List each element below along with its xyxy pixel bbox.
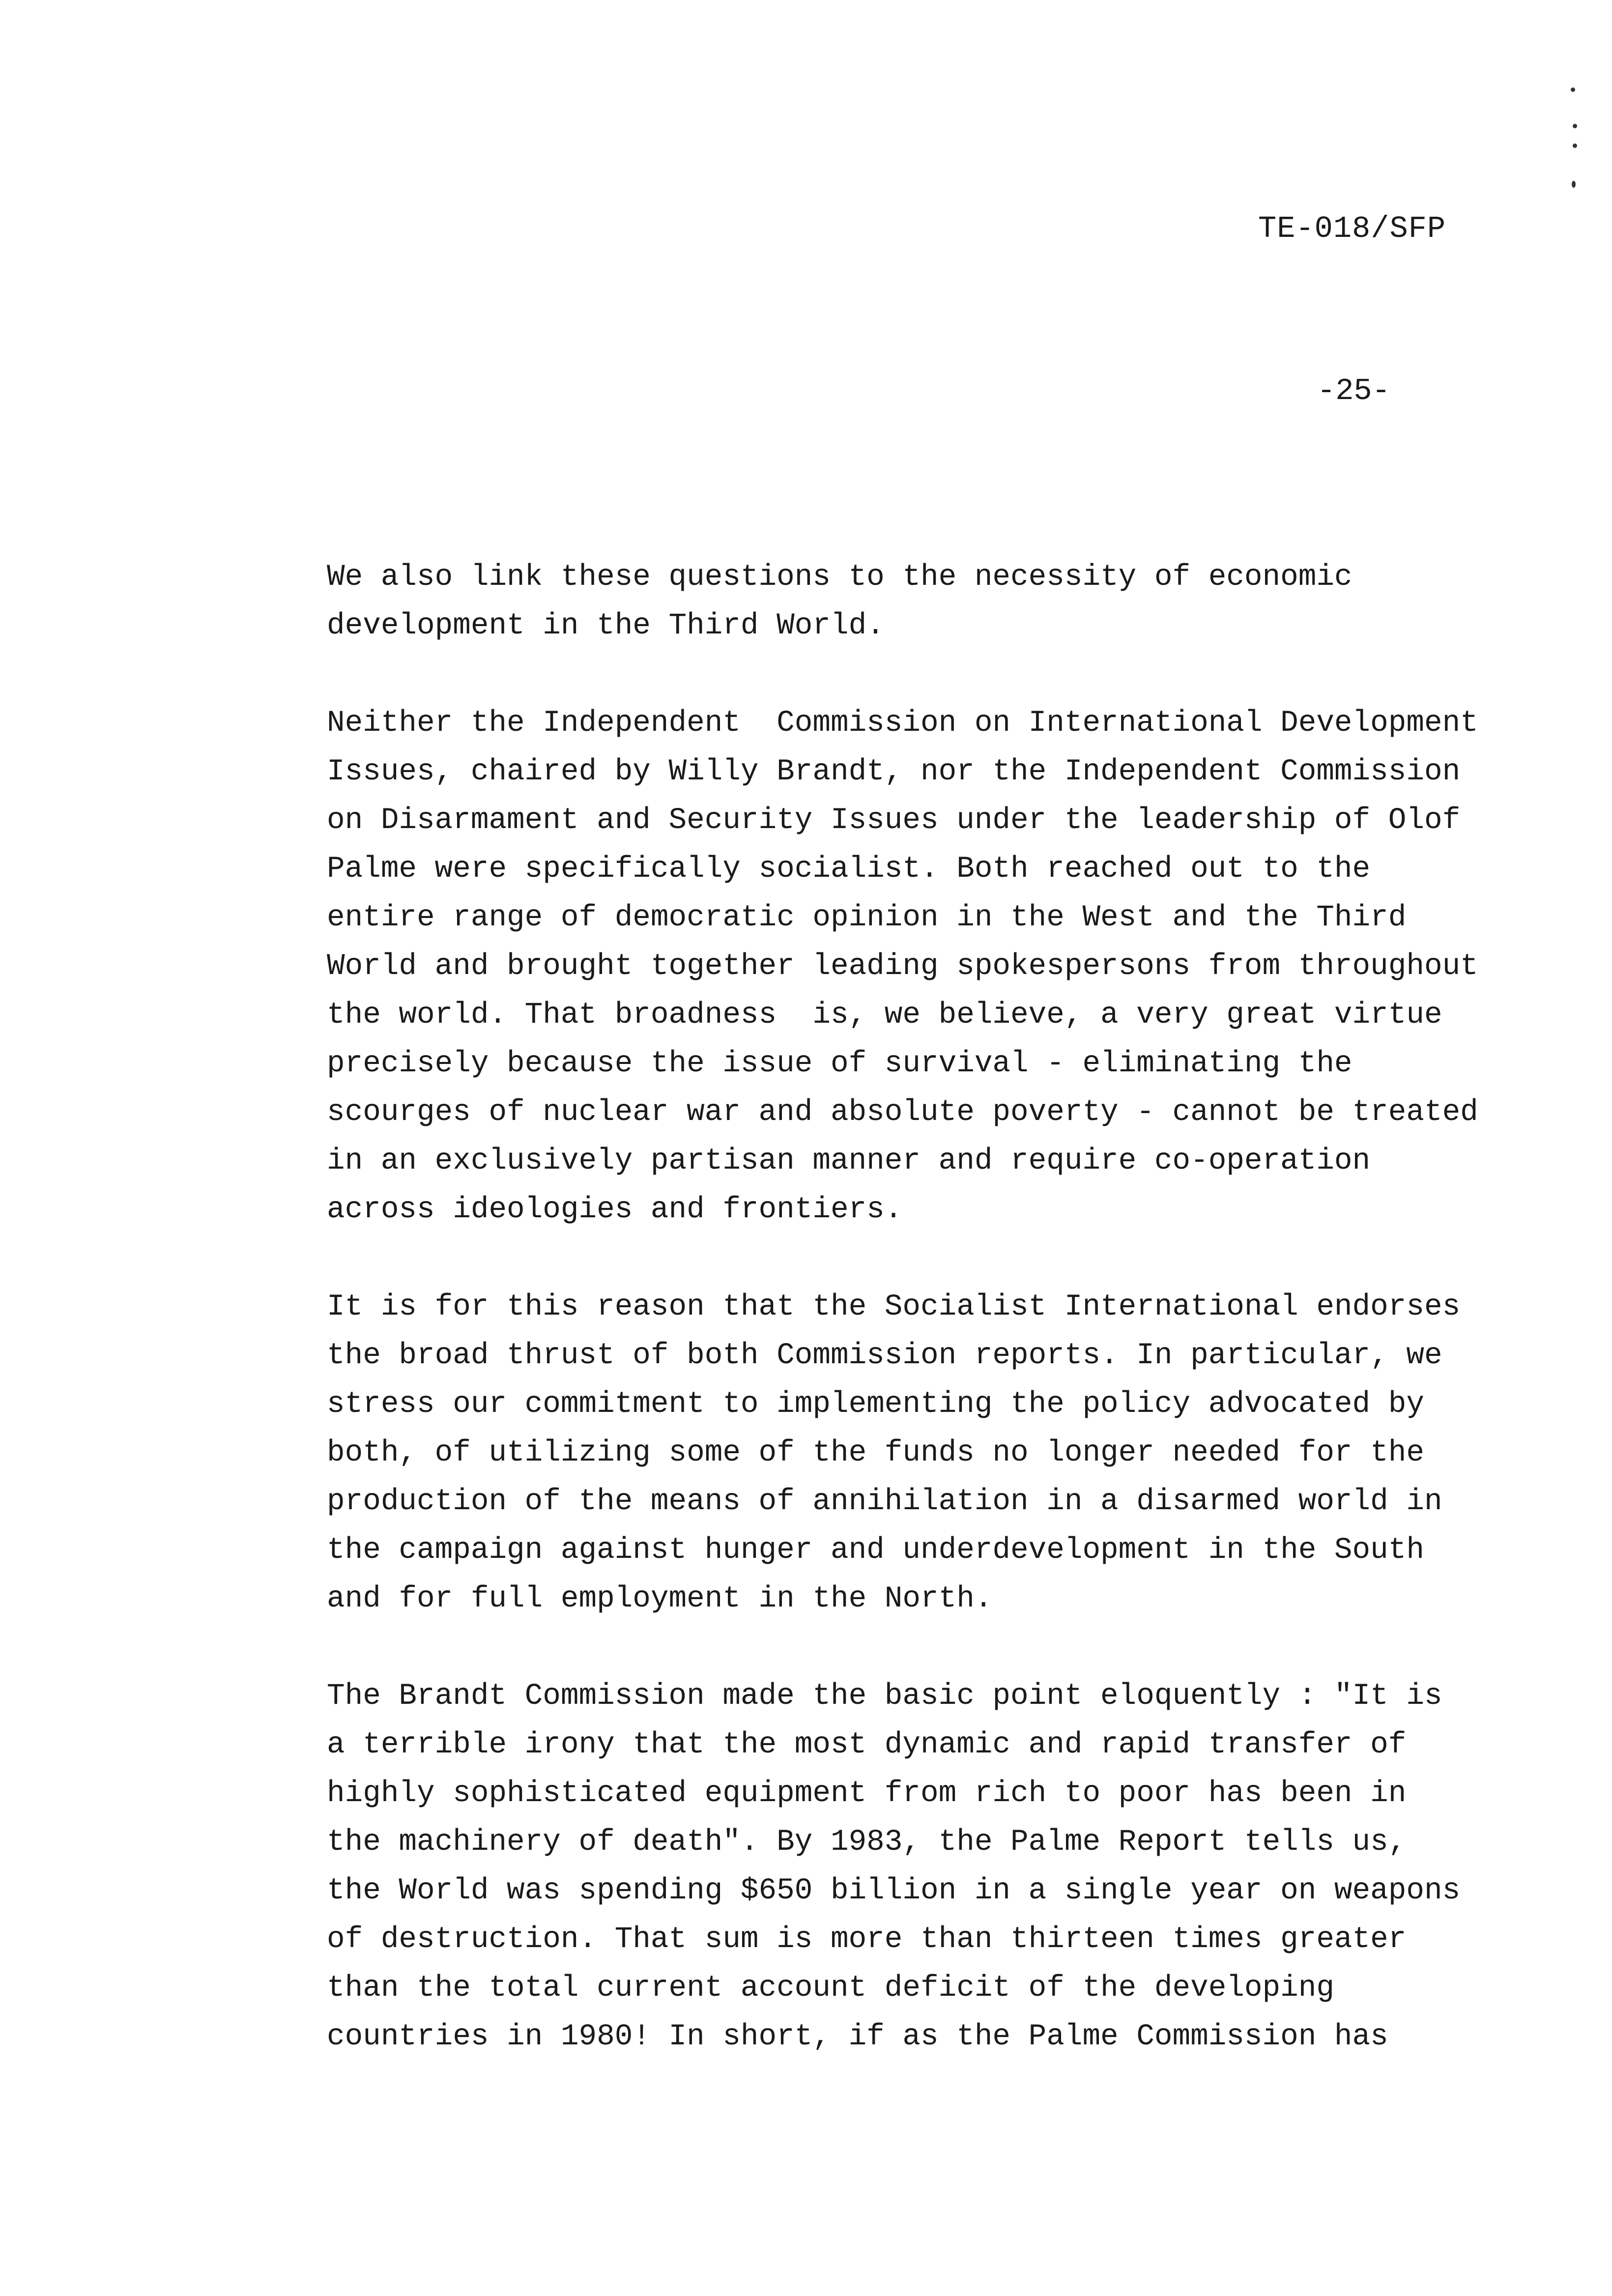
text-line: World and brought together leading spokespersons from throughout bbox=[327, 949, 1478, 983]
text-line: It is for this reason that the Socialist International endorses bbox=[327, 1290, 1461, 1324]
text-line: highly sophisticated equipment from rich to poor has been in bbox=[327, 1777, 1407, 1810]
scan-speck bbox=[1571, 87, 1575, 92]
text-line: scourges of nuclear war and absolute poverty - cannot be treated bbox=[327, 1095, 1478, 1129]
text-line: than the total current account deficit of the developing bbox=[327, 1971, 1334, 2005]
text-line: Issues, chaired by Willy Brandt, nor the Independent Commission bbox=[327, 755, 1461, 789]
text-line: the broad thrust of both Commission reports. In particular, we bbox=[327, 1339, 1442, 1373]
paragraph bbox=[327, 1672, 1595, 2061]
text-line: entire range of democratic opinion in the West and the Third bbox=[327, 901, 1407, 935]
paragraph bbox=[327, 1283, 1595, 1623]
text-line: Neither the Independent Commission on International Development bbox=[327, 706, 1478, 740]
text-line: countries in 1980! In short, if as the Palme Commission has bbox=[327, 2020, 1388, 2054]
text-line: in an exclusively partisan manner and require co-operation bbox=[327, 1144, 1371, 1178]
text-line: of destruction. That sum is more than thirteen times greater bbox=[327, 1923, 1407, 1956]
text-line: across ideologies and frontiers. bbox=[327, 1193, 903, 1227]
text-line: Palme were specifically socialist. Both reached out to the bbox=[327, 852, 1371, 886]
text-line: The Brandt Commission made the basic point eloquently : "It is bbox=[327, 1679, 1442, 1713]
text-line: stress our commitment to implementing the policy advocated by bbox=[327, 1387, 1424, 1421]
paragraph bbox=[327, 553, 1595, 650]
text-line: a terrible irony that the most dynamic and rapid transfer of bbox=[327, 1728, 1407, 1762]
text-line: both, of utilizing some of the funds no longer needed for the bbox=[327, 1436, 1424, 1470]
text-line: on Disarmament and Security Issues under the leadership of Olof bbox=[327, 804, 1461, 837]
text-line: the world. That broadness is, we believe, a very great virtue bbox=[327, 998, 1442, 1032]
paragraph bbox=[327, 699, 1595, 1234]
scan-speck bbox=[1573, 124, 1577, 128]
text-line: the campaign against hunger and underdevelopment in the South bbox=[327, 1533, 1424, 1567]
text-line: and for full employment in the North. bbox=[327, 1582, 993, 1616]
text-line: the World was spending $650 billion in a single year on weapons bbox=[327, 1874, 1461, 1908]
scan-speck bbox=[1572, 181, 1576, 188]
scan-speck bbox=[1573, 144, 1577, 148]
text-line: the machinery of death". By 1983, the Palme Report tells us, bbox=[327, 1825, 1407, 1859]
text-line: We also link these questions to the necessity of economic bbox=[327, 560, 1353, 594]
text-line: precisely because the issue of survival - eliminating the bbox=[327, 1047, 1353, 1081]
body-text bbox=[327, 553, 1595, 2110]
text-line: development in the Third World. bbox=[327, 609, 885, 643]
document-reference: TE-018/SFP bbox=[1258, 211, 1446, 246]
text-line: production of the means of annihilation in a disarmed world in bbox=[327, 1485, 1442, 1519]
page-number: -25- bbox=[1317, 373, 1390, 408]
